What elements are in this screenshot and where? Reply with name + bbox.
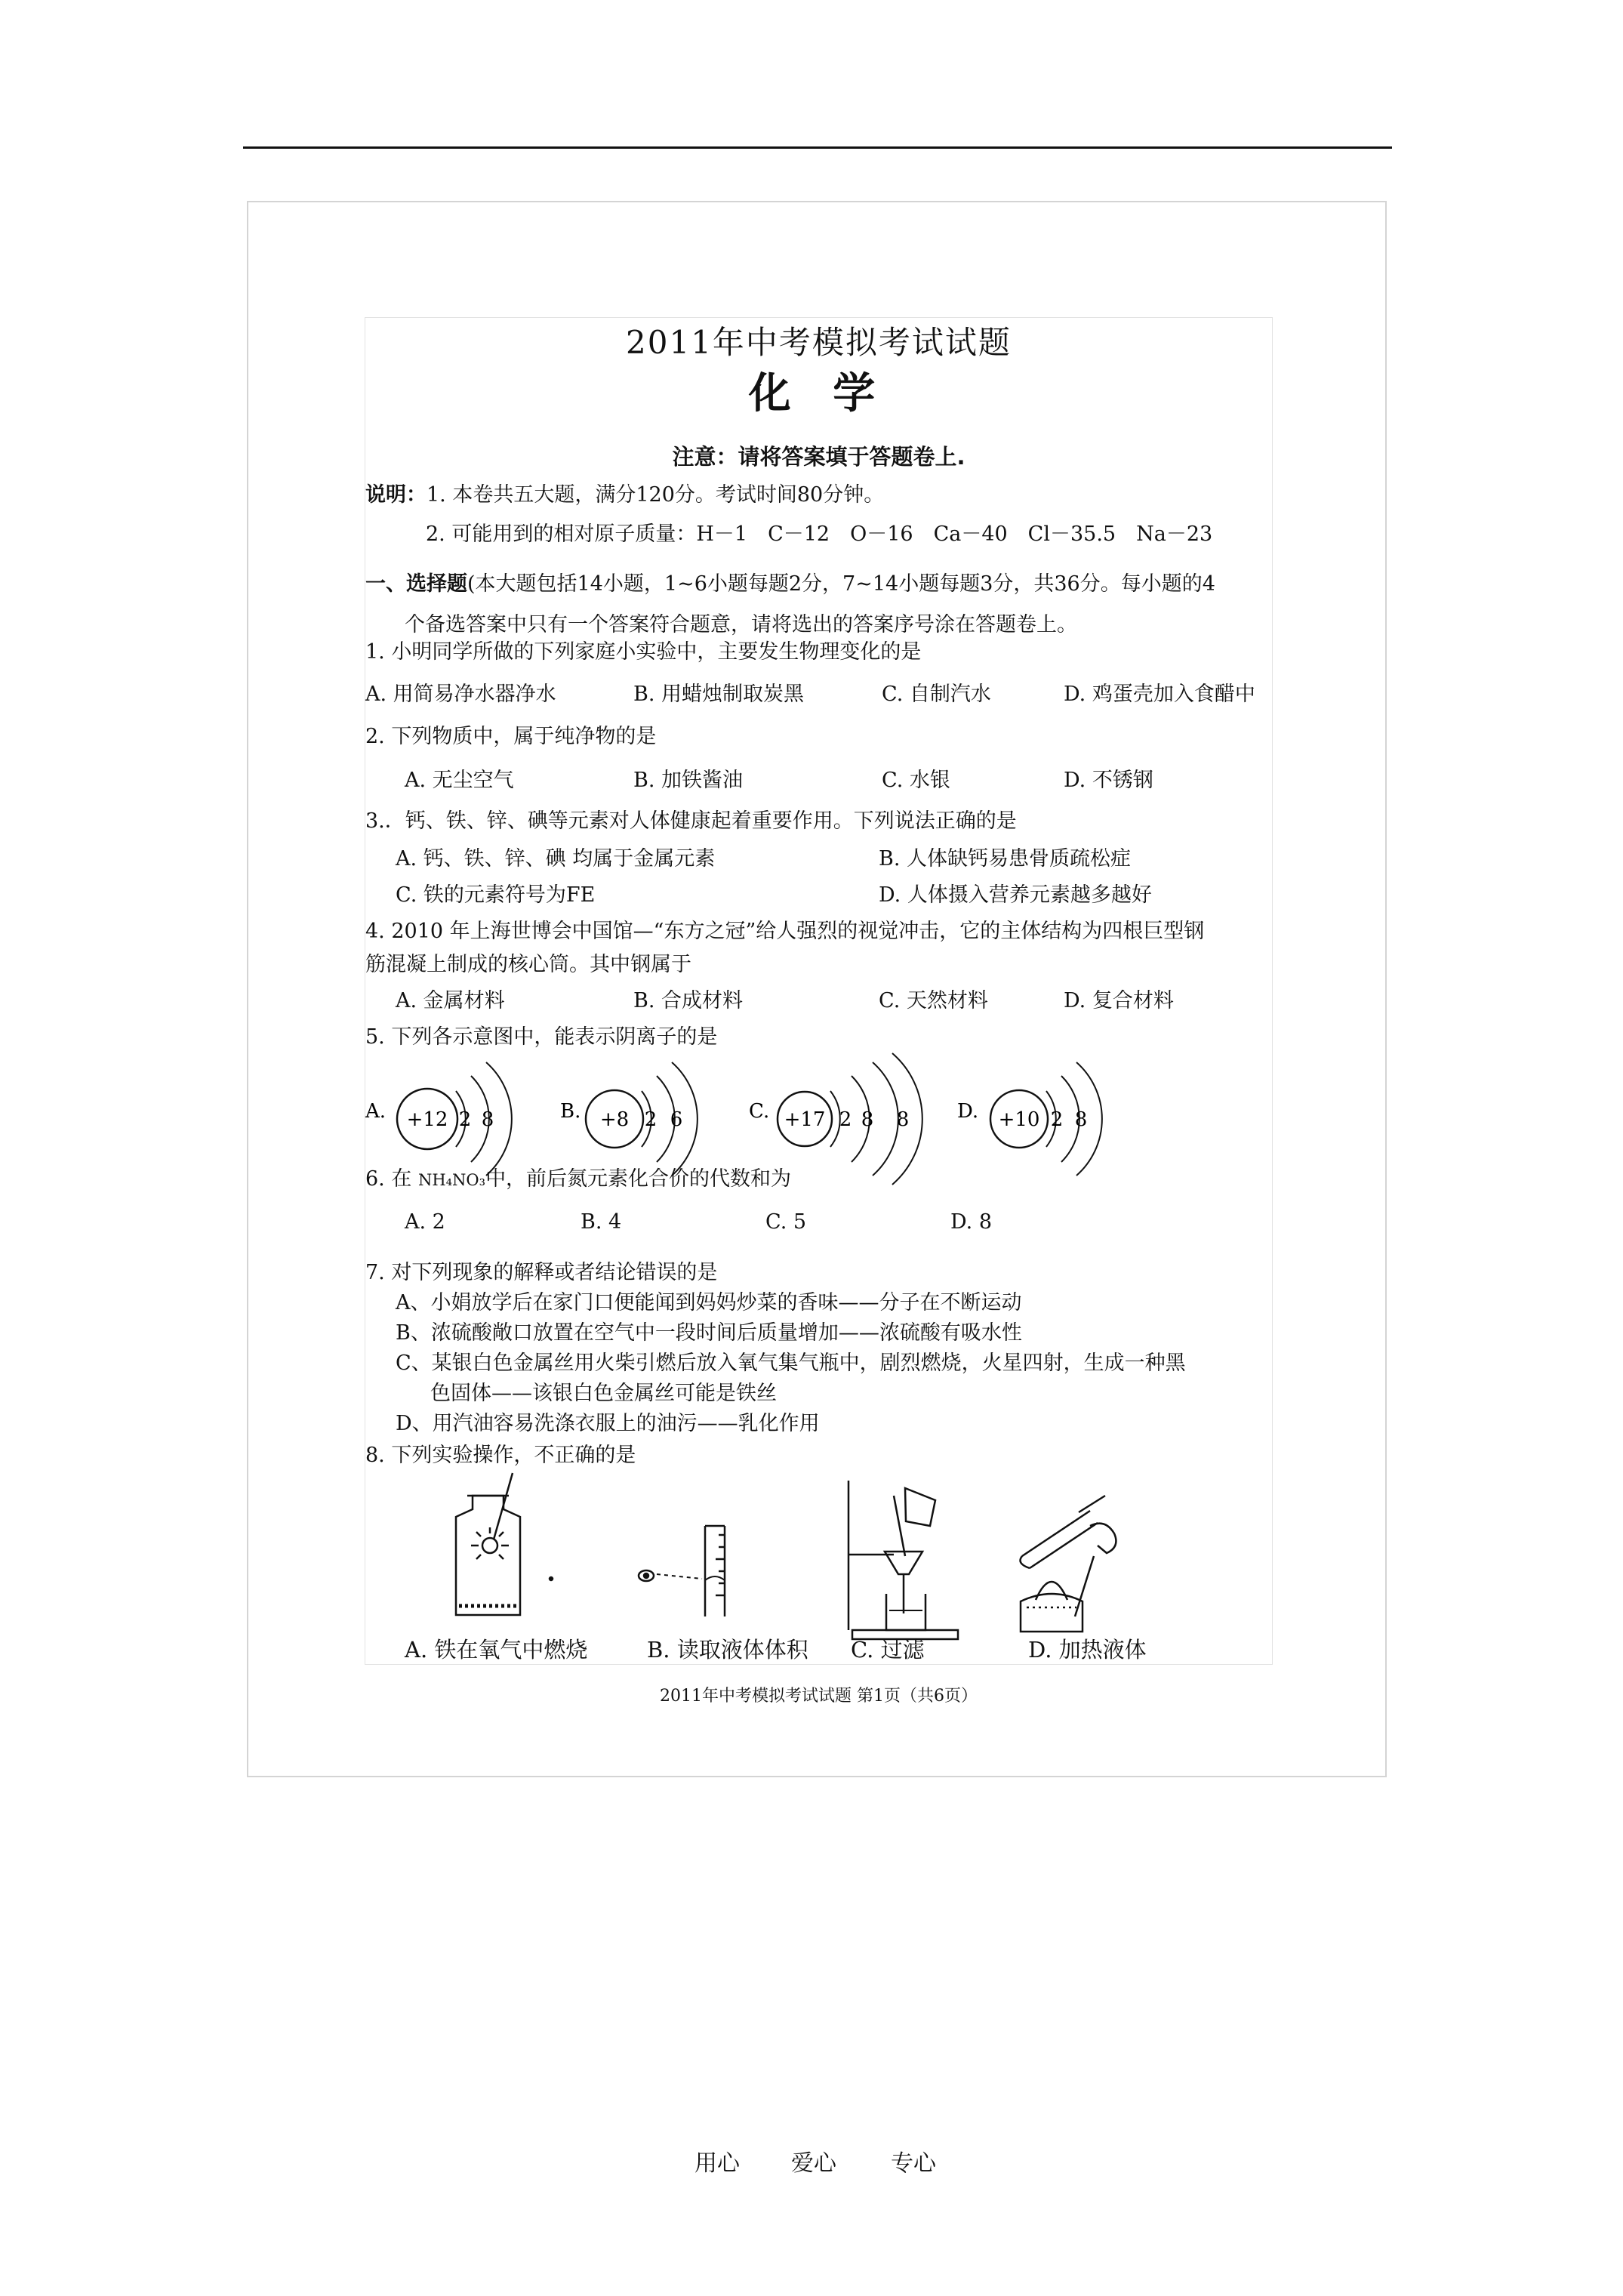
section1-desc-1: (本大题包括14小题，1~6小题每题2分，7~14小题每题3分，共36分。每小题的4 xyxy=(467,572,1215,596)
q5-diagram-c-label: C. xyxy=(749,1100,770,1123)
q8-illustrations xyxy=(365,1473,1273,1654)
q3-option-b: B. 人体缺钙易患骨质疏松症 xyxy=(879,847,1132,871)
q6-stem-post: 中，前后氮元素化合价的代数和为 xyxy=(485,1167,792,1191)
q4-option-c: C. 天然材料 xyxy=(879,989,988,1012)
q5-diagram-a-shell-1: 2 xyxy=(458,1108,472,1131)
q5-diagram-d-shell-1: 2 xyxy=(1050,1108,1064,1131)
q5-diagram-b xyxy=(560,1062,698,1176)
q5-diagram-b-nucleus: +8 xyxy=(599,1108,630,1131)
q7-option-c-1: C、某银白色金属丝用火柴引燃后放入氧气集气瓶中，剧烈燃烧，火星四射，生成一种黑 xyxy=(396,1351,1186,1375)
q3-option-d: D. 人体摄入营养元素越多越好 xyxy=(879,883,1152,907)
q5-diagram-d-label: D. xyxy=(957,1100,979,1123)
q8-option-a: A. 铁在氧气中燃烧 xyxy=(405,1637,588,1663)
slogan-word-2: 爱心 xyxy=(791,2150,836,2177)
scan-page-footer: 2011年中考模拟考试试题 第1页（共6页） xyxy=(660,1687,978,1706)
scanned-exam-page xyxy=(365,317,1273,1706)
q5-diagram-a-shell-2: 8 xyxy=(481,1108,494,1131)
q5-diagram-a xyxy=(365,1062,512,1176)
section1-desc-2: 个备选答案中只有一个答案符合题意，请将选出的答案序号涂在答题卷上。 xyxy=(405,613,1077,636)
q5-diagram-a-label: A. xyxy=(365,1100,387,1123)
q8-option-c: C. 过滤 xyxy=(851,1637,925,1663)
q8-stem: 8. 下列实验操作，不正确的是 xyxy=(365,1444,636,1467)
section1-heading xyxy=(365,567,1215,596)
q5-diagram-c-shell-3: 8 xyxy=(896,1108,910,1131)
q6-option-a: A. 2 xyxy=(405,1210,445,1234)
heating-test-tube-illustration xyxy=(1021,1496,1116,1632)
q6-stem-pre: 6. 在 xyxy=(365,1167,418,1191)
q5-diagram-c-nucleus: +17 xyxy=(784,1108,826,1131)
q2-stem: 2. 下列物质中，属于纯净物的是 xyxy=(365,725,657,748)
section1-title: 一、选择题 xyxy=(365,572,467,596)
q6-option-b: B. 4 xyxy=(581,1210,622,1234)
q7-option-d: D、用汽油容易洗涤衣服上的油污——乳化作用 xyxy=(396,1412,820,1435)
instructions-label: 说明： xyxy=(365,483,427,507)
q8-option-b: B. 读取液体体积 xyxy=(647,1637,808,1663)
q5-diagram-d xyxy=(957,1062,1102,1176)
q5-diagram-d-shell-2: 8 xyxy=(1074,1108,1088,1131)
q2-option-b: B. 加铁酱油 xyxy=(633,769,744,792)
q2-option-c: C. 水银 xyxy=(882,769,950,792)
q7-stem: 7. 对下列现象的解释或者结论错误的是 xyxy=(365,1261,718,1284)
q4-option-d: D. 复合材料 xyxy=(1064,989,1174,1012)
exam-title: 2011年中考模拟考试试题 xyxy=(626,324,1012,361)
instructions-line-2: 2. 可能用到的相对原子质量：H－1 C－12 O－16 Ca－40 Cl－35.5 Na－23 xyxy=(426,522,1213,546)
slogan-word-1: 用心 xyxy=(694,2150,740,2177)
q5-diagram-d-nucleus: +10 xyxy=(998,1108,1040,1131)
q5-diagram-a-nucleus: +12 xyxy=(406,1108,448,1131)
q5-diagram-b-shell-2: 6 xyxy=(670,1108,683,1131)
q7-option-b: B、浓硫酸敞口放置在空气中一段时间后质量增加——浓硫酸有吸水性 xyxy=(396,1321,1022,1345)
q7-option-c-2: 色固体——该银白色金属丝可能是铁丝 xyxy=(430,1382,777,1405)
filtration-setup-illustration xyxy=(848,1481,958,1639)
q4-option-a: A. 金属材料 xyxy=(396,989,505,1012)
q2-option-d: D. 不锈钢 xyxy=(1064,769,1153,792)
q2-option-a: A. 无尘空气 xyxy=(405,769,514,792)
q1-option-d: D. 鸡蛋壳加入食醋中 xyxy=(1064,683,1255,706)
q3-option-c: C. 铁的元素符号为FE xyxy=(396,883,596,907)
q3-stem: 3.．钙、铁、锌、碘等元素对人体健康起着重要作用。下列说法正确的是 xyxy=(365,809,1017,833)
q6-option-c: C. 5 xyxy=(765,1210,807,1234)
q8-option-d: D. 加热液体 xyxy=(1028,1637,1147,1663)
q5-diagrams xyxy=(365,1047,1273,1176)
notice-text: 注意：请将答案填于答题卷上. xyxy=(672,444,965,470)
header-rule xyxy=(243,146,1392,149)
subject-title: 化 学 xyxy=(748,369,889,418)
q5-stem: 5. 下列各示意图中，能表示阴离子的是 xyxy=(365,1025,718,1049)
q6-formula: NH₄NO₃ xyxy=(417,1171,486,1189)
q1-option-a: A. 用简易净水器净水 xyxy=(365,683,556,706)
q5-c-shell-arc-3 xyxy=(873,1062,898,1176)
q1-stem: 1. 小明同学所做的下列家庭小实验中，主要发生物理变化的是 xyxy=(365,640,922,664)
q6-option-d: D. 8 xyxy=(950,1210,993,1234)
q7-option-a: A、小娟放学后在家门口便能闻到妈妈炒菜的香味——分子在不断运动 xyxy=(396,1291,1022,1314)
instructions-text-1: 1. 本卷共五大题，满分120分。考试时间80分钟。 xyxy=(427,483,885,507)
q1-option-b: B. 用蜡烛制取炭黑 xyxy=(633,683,805,706)
q3-option-a: A. 钙、铁、锌、碘 均属于金属元素 xyxy=(396,847,716,871)
q4-option-b: B. 合成材料 xyxy=(633,989,744,1012)
q5-diagram-b-shell-1: 2 xyxy=(644,1108,658,1131)
q4-stem-1: 4. 2010 年上海世博会中国馆—“东方之冠”给人强烈的视觉冲击，它的主体结构为四根巨型钢 xyxy=(365,920,1205,943)
q5-diagram-c-shell-1: 2 xyxy=(839,1108,852,1131)
q6-stem xyxy=(365,1162,791,1191)
graduated-cylinder-reading-illustration xyxy=(550,1526,725,1616)
q4-stem-2: 筋混凝上制成的核心筒。其中钢属于 xyxy=(365,953,691,976)
q5-diagram-c-shell-2: 8 xyxy=(861,1108,874,1131)
q5-diagram-b-label: B. xyxy=(560,1100,581,1123)
instructions-line-1 xyxy=(365,478,884,507)
q1-option-c: C. 自制汽水 xyxy=(882,683,991,706)
gas-jar-burning-illustration xyxy=(456,1473,520,1615)
slogan-word-3: 专心 xyxy=(891,2150,936,2177)
